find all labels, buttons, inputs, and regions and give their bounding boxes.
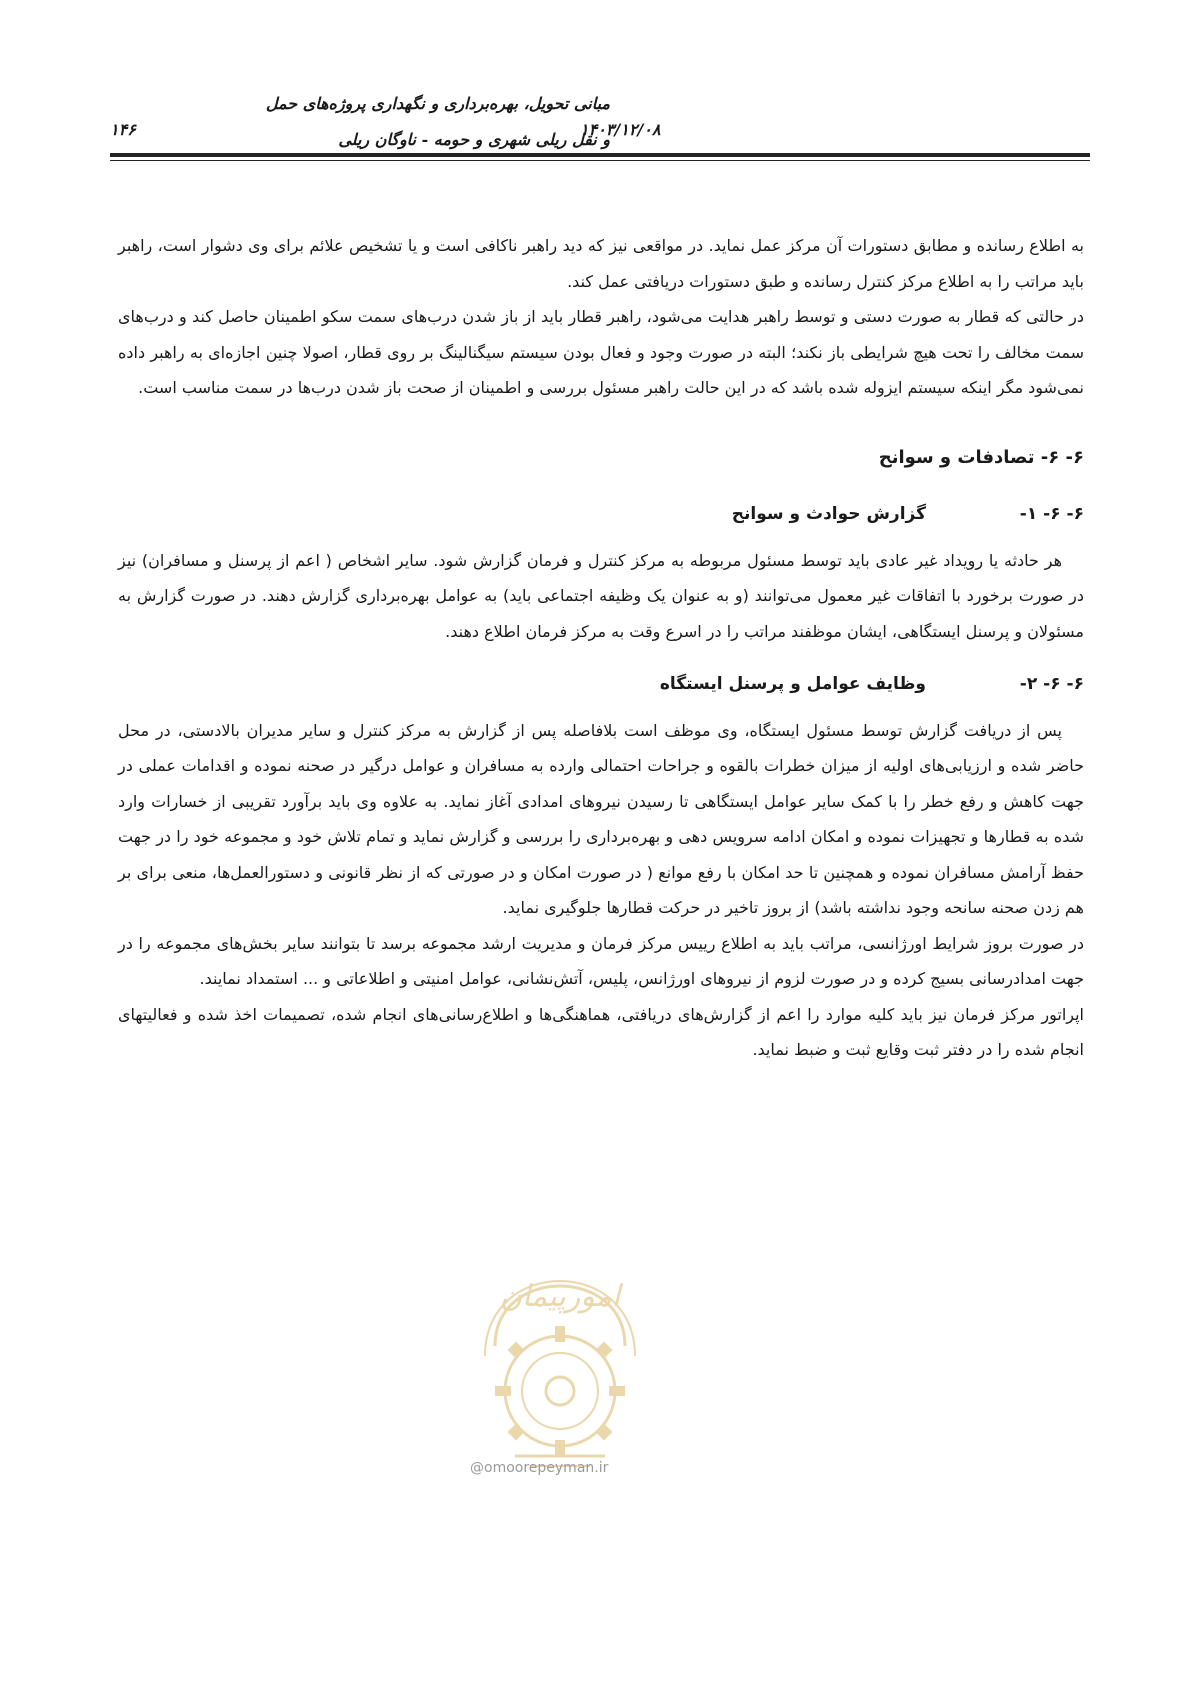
header-rule-thin <box>110 160 1090 161</box>
book-title-line1: مبانی تحویل، بهره‌برداری و نگهداری پروژه‌های حمل <box>265 94 610 113</box>
watermark-logo-text: امورپیمان <box>499 1279 621 1314</box>
paragraph-3: هر حادثه یا رویداد غیر عادی باید توسط مسئول مربوطه به مرکز کنترل و فرمان گزارش شود. سایر اشخاص ( اعم از پرسنل و مسافران) نیز در صورت برخورد با اتفاقات غیر معمول می‌توانند (و به عنوان یک وظیفه اجتماعی باید) به عوامل بهره‌برداری گزارش دهند. در صورت گزارش به مسئولان و پرسنل ایستگاهی، ایشان موظفند مراتب را در اسرع وقت به مرکز فرمان اطلاع دهند. <box>118 550 1084 641</box>
paragraph-2: در حالتی که قطار به صورت دستی و توسط راهبر هدایت می‌شود، راهبر قطار باید از باز شدن درب‌های سمت سکو اطمینان حاصل کند و درب‌های سمت مخالف را تحت هیچ شرایطی باز نکند؛ البته در صورت وجود و فعال بودن سیستم سیگنالینگ بر روی قطار، اصولا چنین اجازه‌ای به راهبر داده نمی‌شود مگر اینکه سیستم ایزوله شده باشد که در این حالت راهبر مسئول بررسی و اطمینان از صحت باز شدن درب‌ها در سمت مناسب است. <box>118 307 1084 397</box>
subsection-1-title: گزارش حوادث و سوانح <box>731 504 926 524</box>
subsection-heading-1 <box>118 497 1084 533</box>
subsection-1-number: ۶- ۶- ۱- <box>1019 504 1084 524</box>
page-number: ۱۴۶ <box>110 120 136 139</box>
paragraph-4: پس از دریافت گزارش توسط مسئول ایستگاه، وی موظف است بلافاصله پس از گزارش به مرکز کنترل و سایر مدیران بالادستی، در محل حاضر شده و ارزیابی‌های اولیه از میزان خطرات بالقوه و جراحات احتمالی وارده به مسافران و عوامل درگیر در صحنه نموده و اقدامات عملی در جهت کاهش و رفع خطر را با کمک سایر عوامل ایستگاهی تا رسیدن نیروهای امدادی آغاز نماید. به علاوه وی باید برآورد تقریبی از خسارات وارد شده به قطارها و تجهیزات نموده و امکان ادامه سرویس دهی و بهره‌برداری را بررسی و گزارش نماید و تمام تلاش خود و مجموعه خود را در جهت حفظ آرامش مسافران نموده و همچنین تا حد امکان با رفع موانع ( در صورت امکان و در صورتی که از نظر قانونی و دستورالعمل‌ها، منعی برای بر هم زدن صحنه سانحه وجود نداشته باشد) از بروز تاخیر در حرکت قطارها جلوگیری نماید. <box>118 720 1084 917</box>
subsection-heading-2 <box>118 667 1084 703</box>
subsection-2-number: ۶- ۶- ۲- <box>1019 674 1084 694</box>
subsection-2-title: وظایف عوامل و پرسنل ایستگاه <box>659 674 926 694</box>
paragraph-1: به اطلاع رسانده و مطابق دستورات آن مرکز عمل نماید. در مواقعی نیز که دید راهبر ناکافی است و یا تشخیص علائم برای وی دشوار است، راهبر باید مراتب را به اطلاع مرکز کنترل رسانده و طبق دستورات دریافتی عمل کند. <box>118 236 1084 291</box>
page-content <box>118 228 1084 1068</box>
section-heading: ۶- ۶- تصادفات و سوانح <box>878 446 1084 468</box>
watermark-logo-icon <box>455 1226 665 1486</box>
book-title-line2: و نقل ریلی شهری و حومه - ناوگان ریلی <box>338 130 610 149</box>
watermark-url: @omoorepeyman.ir <box>470 1460 609 1476</box>
book-title <box>150 86 610 158</box>
paragraph-6: اپراتور مرکز فرمان نیز باید کلیه موارد را اعم از گزارش‌های دریافتی، هماهنگی‌ها و اطلاع‌رسانی‌های انجام شده، تصمیمات اخذ شده و فعالیتهای انجام شده را در دفتر ثبت وقایع ثبت و ضبط نماید. <box>118 1004 1084 1059</box>
paragraph-5: در صورت بروز شرایط اورژانسی، مراتب باید به اطلاع رییس مرکز فرمان و مدیریت ارشد مجموعه برسد تا بتوانند سایر بخش‌های مجموعه را در جهت امدادرسانی بسیج کرده و در صورت لزوم از نیروهای اورژانس، پلیس، آتش‌نشانی، عوامل امنیتی و اطلاعاتی و ... استمداد نمایند. <box>118 933 1084 988</box>
header-rule-thick <box>110 153 1090 157</box>
header-date: ۱۴۰۳/۱۲/۰۸ <box>580 120 661 139</box>
